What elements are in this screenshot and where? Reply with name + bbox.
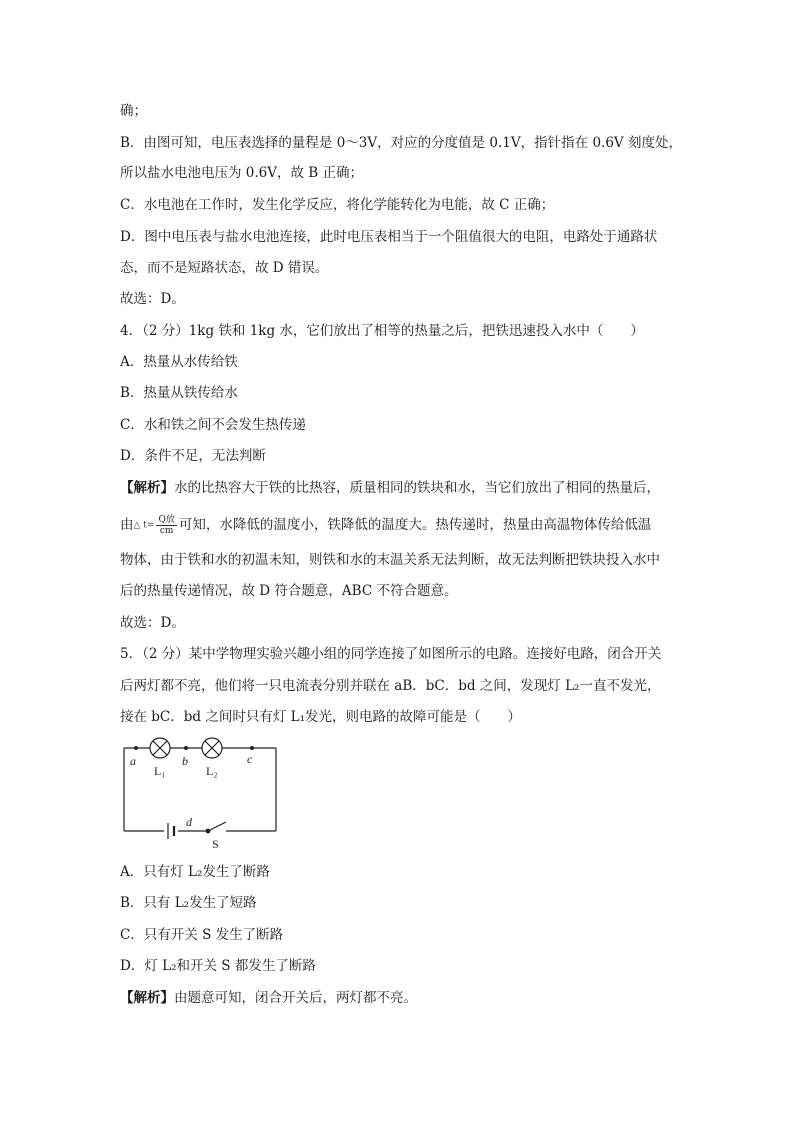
question-5: 接在 bC．bd 之间时只有灯 L₁发光，则电路的故障可能是（ ） (120, 709, 522, 725)
text-line: 所以盐水电池电压为 0.6V，故 B 正确； (120, 165, 364, 181)
label-b: b (182, 754, 188, 768)
analysis-line: 物体，由于铁和水的初温未知，则铁和水的末温关系无法判断，故无法判断把铁块投入水中 (120, 552, 660, 568)
label-a: a (130, 754, 136, 768)
circuit-diagram (116, 732, 286, 852)
label-l1: L₁ (154, 764, 166, 778)
option-b: B．热量从铁传给水 (120, 385, 238, 401)
label-s: S (212, 837, 219, 851)
battery (168, 823, 174, 839)
text-line: 确； (120, 103, 147, 119)
analysis-line: 【解析】水的比热容大于铁的比热容，质量相同的铁块和水，当它们放出了相同的热量后， (120, 480, 660, 496)
analysis-tag: 【解析】 (120, 990, 174, 1006)
analysis-tag: 【解析】 (120, 480, 174, 496)
label-l2: L₂ (206, 764, 218, 778)
lamp-l2 (202, 738, 222, 758)
text-line: B．由图可知，电压表选择的量程是 0～3V，对应的分度值是 0.1V，指针指在 0.6V 刻度处， (120, 135, 682, 151)
delta-t: △ t= (133, 520, 155, 531)
analysis-line: 【解析】由题意可知，闭合开关后，两灯都不亮。 (120, 990, 417, 1006)
text-line: D．图中电压表与盐水电池连接，此时电压表相当于一个阻值很大的电阻，电路处于通路状 (120, 229, 658, 245)
question-4: 4．（2 分）1kg 铁和 1kg 水，它们放出了相等的热量之后，把铁迅速投入水中（ ） (120, 323, 644, 339)
option-c: C．水和铁之间不会发生热传递 (120, 417, 306, 433)
option-a: A．只有灯 L₂发生了断路 (120, 864, 270, 880)
option-d: D．条件不足，无法判断 (120, 448, 266, 464)
question-5: 5．（2 分）某中学物理实验兴趣小组的同学连接了如图所示的电路。连接好电路，闭合开关 (120, 646, 662, 662)
analysis-formula-line: 由△ t= $\frac{\text{Q放}}{cm}$ 可知，水降低的温度小，铁降低的温度大。热传递时，热量由高温物体传给低温 (120, 515, 652, 536)
option-b: B．只有 L₂发生了短路 (120, 895, 257, 911)
text-line: 态，而不是短路状态，故 D 错误。 (120, 260, 329, 276)
analysis-line: 故选：D。 (120, 615, 185, 631)
question-5: 后两灯都不亮，他们将一只电流表分别并联在 aB．bC．bd 之间，发现灯 L₂一直不发光， (120, 678, 661, 694)
text-line: C．水电池在工作时，发生化学反应，将化学能转化为电能，故 C 正确； (120, 197, 555, 213)
analysis-line: 后的热量传递情况，故 D 符合题意，ABC 不符合题意。 (120, 583, 458, 599)
option-d: D．灯 L₂和开关 S 都发生了断路 (120, 958, 316, 974)
formula-fraction: $\frac{\text{Q放}}{cm}$ (158, 515, 175, 536)
label-d: d (186, 815, 192, 829)
text-line: 故选：D。 (120, 291, 185, 307)
switch-s (206, 822, 226, 833)
label-c: c (247, 752, 253, 766)
option-c: C．只有开关 S 发生了断路 (120, 927, 284, 943)
option-a: A．热量从水传给铁 (120, 354, 238, 370)
lamp-l1 (150, 738, 170, 758)
